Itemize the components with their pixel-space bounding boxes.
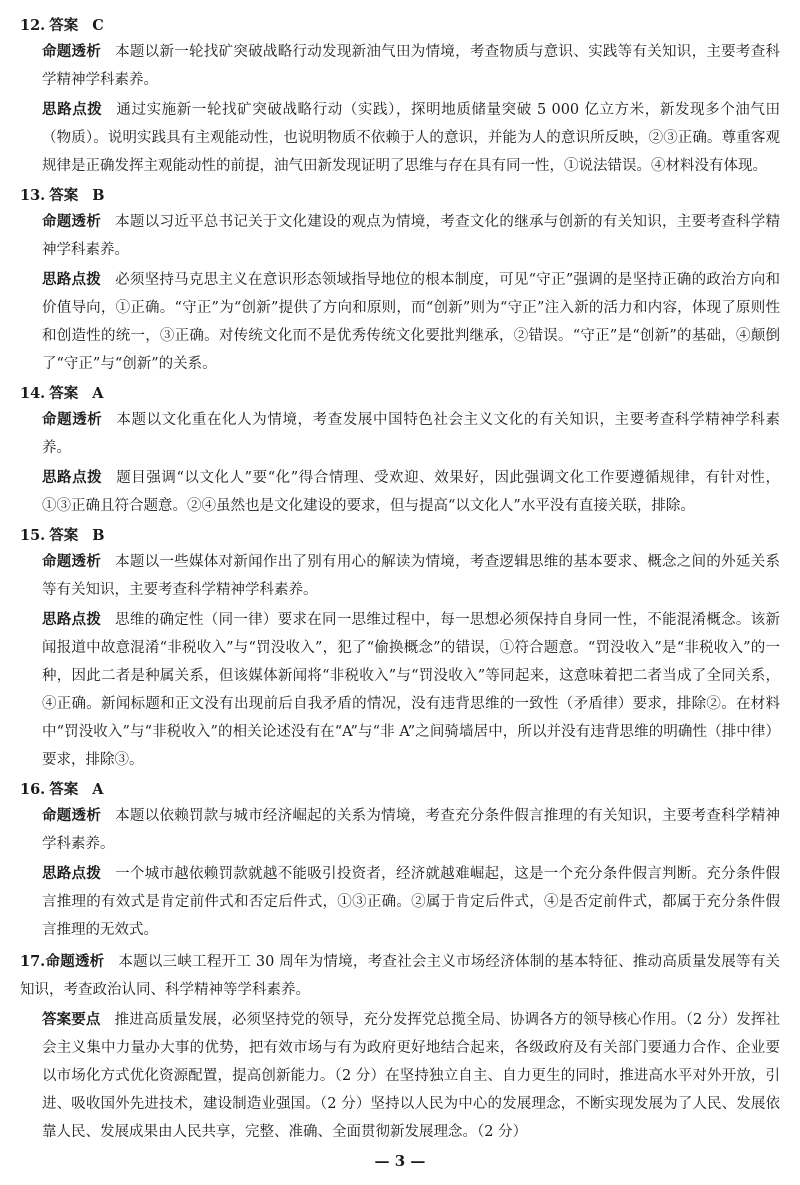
analysis-paragraph (20, 802, 780, 858)
section-label: 思路点拨 (42, 101, 103, 118)
section-label: 命题透析 (42, 213, 102, 230)
question-13 (20, 184, 780, 378)
question-15 (20, 524, 780, 774)
question-number: 15. (20, 527, 46, 544)
answer-points-paragraph (20, 1006, 780, 1146)
answer-value: B (92, 527, 105, 544)
answer-label: 答案 (49, 187, 79, 204)
answer-label: 答案 (49, 385, 79, 402)
analysis-paragraph (20, 948, 780, 1004)
section-text: 本题以依赖罚款与城市经济崛起的关系为情境，考查充分条件假言推理的有关知识，主要考查科学精神学科素养。 (42, 808, 780, 852)
section-label: 答案要点 (42, 1011, 101, 1028)
hint-paragraph (20, 266, 780, 378)
question-header (20, 778, 780, 802)
section-label: 思路点拨 (42, 865, 102, 882)
section-text: 推进高质量发展，必须坚持党的领导，充分发挥党总揽全局、协调各方的领导核心作用。（2 分）发挥社会主义集中力量办大事的优势，把有效市场与有为政府更好地结合起来，各级政府及有关部门要通力合作、企业要以市场化方式优化资源配置，提高创新能力。（2 分）在坚持独立自主、自力更生的同时，推进高水平对外开放，引进、吸收国外先进技术，建设制造业强国。（2 分）坚持以人民为中心的发展理念，不断实现发展为了人民、发展依靠人民、发展成果由人民共享，完整、准确、全面贯彻新发展理念。（2 分） (42, 1012, 781, 1140)
section-label: 思路点拨 (42, 611, 102, 628)
question-14 (20, 382, 780, 520)
question-16 (20, 778, 780, 944)
section-label: 思路点拨 (42, 469, 103, 486)
section-text: 一个城市越依赖罚款就越不能吸引投资者，经济就越难崛起，这是一个充分条件假言判断。充分条件假言推理的有效式是肯定前件式和否定后件式，①③正确。②属于肯定后件式，④是否定前件式，都属于充分条件假言推理的无效式。 (42, 866, 780, 938)
analysis-paragraph (20, 38, 780, 94)
analysis-paragraph (20, 406, 780, 462)
answer-value: A (92, 385, 104, 402)
section-label: 命题透析 (42, 411, 103, 428)
section-text: 必须坚持马克思主义在意识形态领域指导地位的根本制度，可见“守正”强调的是坚持正确的政治方向和价值导向，①正确。“守正”为“创新”提供了方向和原则，而“创新”则为“守正”注入新的活力和内容，体现了原则性和创造性的统一，③正确。对传统文化而不是优秀传统文化要批判继承，②错误。“守正”是“创新”的基础，④颠倒了“守正”与“创新”的关系。 (42, 272, 780, 372)
section-label: 命题透析 (42, 43, 102, 60)
question-number: 16. (20, 781, 46, 798)
page-number: — 3 — (374, 1152, 426, 1170)
question-17 (20, 948, 780, 1146)
section-label: 思路点拨 (42, 271, 102, 288)
analysis-paragraph (20, 208, 780, 264)
answer-value: B (92, 187, 105, 204)
answer-value: A (92, 781, 104, 798)
section-text: 通过实施新一轮找矿突破战略行动（实践），探明地质储量突破 5 000 亿立方米，新发现多个油气田（物质）。说明实践具有主观能动性，也说明物质不依赖于人的意识，并能为人的意识所反映，②③正确。尊重客观规律是正确发挥主观能动性的前提，油气田新发现证明了思维与存在具有同一性，①说法错误。④材料没有体现。 (42, 102, 780, 174)
question-number: 17. (20, 953, 46, 970)
question-header (20, 14, 780, 38)
hint-paragraph (20, 96, 780, 180)
section-text: 本题以新一轮找矿突破战略行动发现新油气田为情境，考查物质与意识、实践等有关知识，主要考查科学精神学科素养。 (42, 44, 780, 88)
hint-paragraph (20, 606, 780, 774)
question-header (20, 184, 780, 208)
section-label: 命题透析 (42, 807, 102, 824)
section-label: 命题透析 (45, 953, 105, 970)
answer-label: 答案 (49, 527, 79, 544)
section-text: 本题以文化重在化人为情境，考查发展中国特色社会主义文化的有关知识，主要考查科学精神学科素养。 (42, 412, 781, 456)
question-number: 12. (20, 17, 46, 34)
answer-label: 答案 (49, 17, 79, 34)
answer-label: 答案 (49, 781, 79, 798)
section-text: 本题以一些媒体对新闻作出了别有用心的解读为情境，考查逻辑思维的基本要求、概念之间的外延关系等有关知识，主要考查科学精神学科素养。 (42, 554, 780, 598)
question-header (20, 524, 780, 548)
answer-value: C (92, 17, 104, 34)
hint-paragraph (20, 860, 780, 944)
section-text: 本题以习近平总书记关于文化建设的观点为情境，考查文化的继承与创新的有关知识，主要考查科学精神学科素养。 (42, 214, 780, 258)
question-number: 13. (20, 187, 46, 204)
question-number: 14. (20, 385, 46, 402)
section-text: 思维的确定性（同一律）要求在同一思维过程中，每一思想必须保持自身同一性，不能混淆概念。该新闻报道中故意混淆“非税收入”与“罚没收入”，犯了“偷换概念”的错误，①符合题意。“罚没收入”是“非税收入”的一种，因此二者是种属关系，但该媒体新闻将“非税收入”与“罚没收入”等同起来，这意味着把二者当成了全同关系，④正确。新闻标题和正文没有出现前后自我矛盾的情况，没有违背思维的一致性（矛盾律）要求，排除②。在材料中“罚没收入”与“非税收入”的相关论述没有在“A”与“非 A”之间骑墙居中，所以并没有违背思维的明确性（排中律）要求，排除③。 (42, 612, 780, 768)
section-text: 题目强调“以文化人”要“化”得合情理、受欢迎、效果好，因此强调文化工作要遵循规律，有针对性，①③正确且符合题意。②④虽然也是文化建设的要求，但与提高“以文化人”水平没有直接关联，排除。 (42, 470, 780, 514)
question-12 (20, 14, 780, 180)
section-text: 本题以三峡工程开工 30 周年为情境，考查社会主义市场经济体制的基本特征、推动高质量发展等有关知识，考查政治认同、科学精神等学科素养。 (20, 954, 780, 998)
analysis-paragraph (20, 548, 780, 604)
hint-paragraph (20, 464, 780, 520)
question-header (20, 382, 780, 406)
section-label: 命题透析 (42, 553, 102, 570)
